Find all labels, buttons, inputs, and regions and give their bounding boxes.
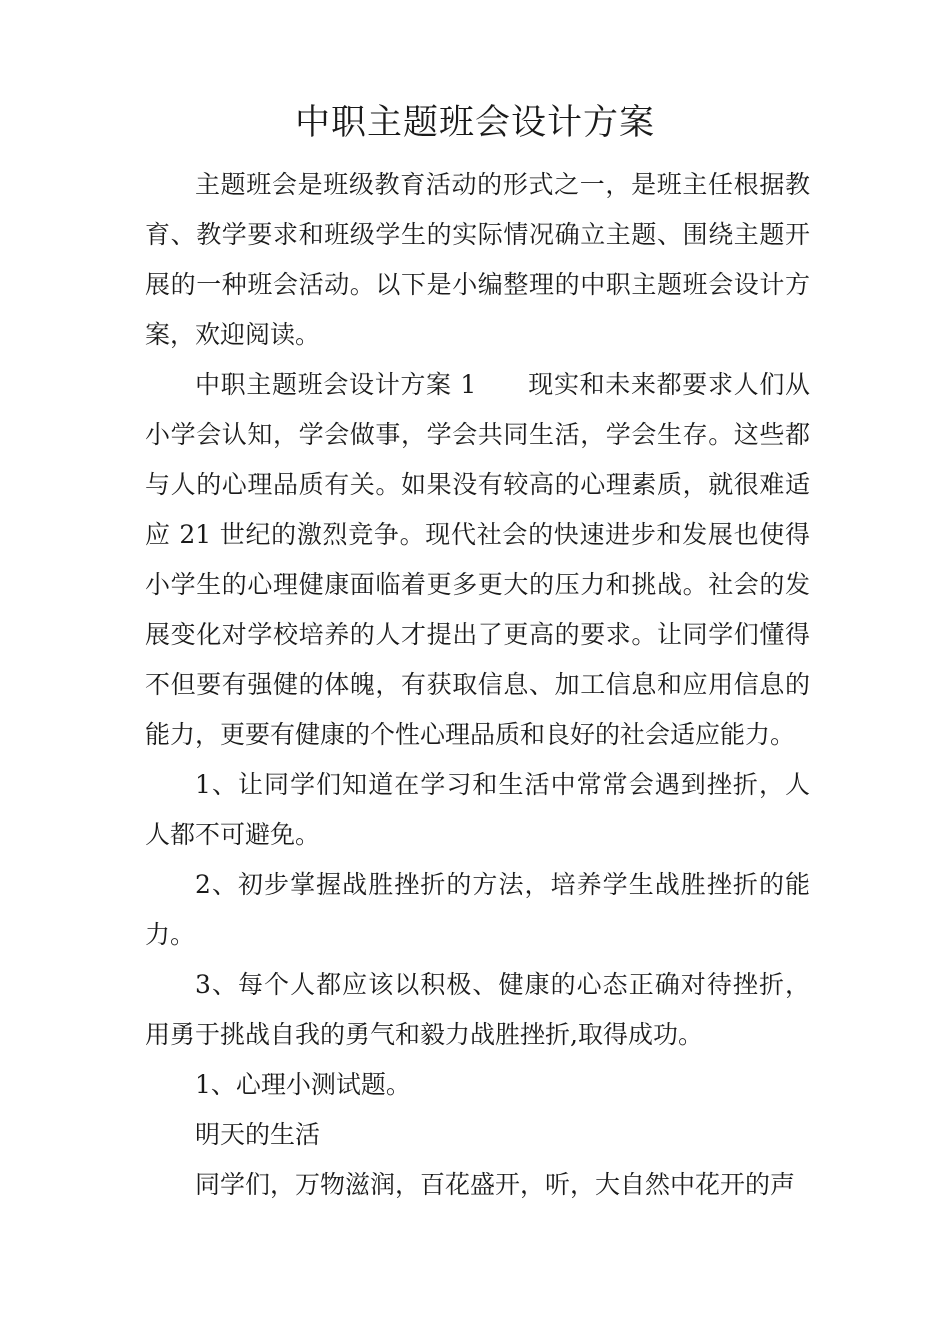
paragraph-intro: 主题班会是班级教育活动的形式之一，是班主任根据教育、教学要求和班级学生的实际情况确立主题、围绕主题开展的一种班会活动。以下是小编整理的中职主题班会设计方案，欢迎阅读。 bbox=[145, 170, 810, 349]
paragraph-goal-3: 3、每个人都应该以积极、健康的心态正确对待挫折，用勇于挑战自我的勇气和毅力战胜挫折,取得成功。 bbox=[145, 970, 810, 1049]
paragraph-closing: 同学们，万物滋润，百花盛开，听，大自然中花开的声 bbox=[195, 1170, 796, 1199]
paragraph-goal-1: 1、让同学们知道在学习和生活中常常会遇到挫折，人人都不可避免。 bbox=[145, 770, 810, 849]
document-body bbox=[145, 160, 810, 1210]
paragraph-subheading: 明天的生活 bbox=[195, 1120, 321, 1149]
document-title: 中职主题班会设计方案 bbox=[294, 103, 655, 143]
paragraph-step-1: 1、心理小测试题。 bbox=[195, 1070, 411, 1099]
paragraph-goal-2: 2、初步掌握战胜挫折的方法，培养学生战胜挫折的能力。 bbox=[145, 870, 810, 949]
paragraph-plan-1: 中职主题班会设计方案 1 现实和未来都要求人们从小学会认知，学会做事，学会共同生活，学会生存。这些都与人的心理品质有关。如果没有较高的心理素质，就很难适应 21 世纪的激烈竞争。现代社会的快速进步和发展也使得小学生的心理健康面临着更多更大的压力和挑战。社会的发展变化对学校培养的人才提出了更高的要求。让同学们懂得不但要有强健的体魄，有获取信息、加工信息和应用信息的能力，更要有健康的个性心理品质和良好的社会适应能力。 bbox=[145, 370, 810, 749]
